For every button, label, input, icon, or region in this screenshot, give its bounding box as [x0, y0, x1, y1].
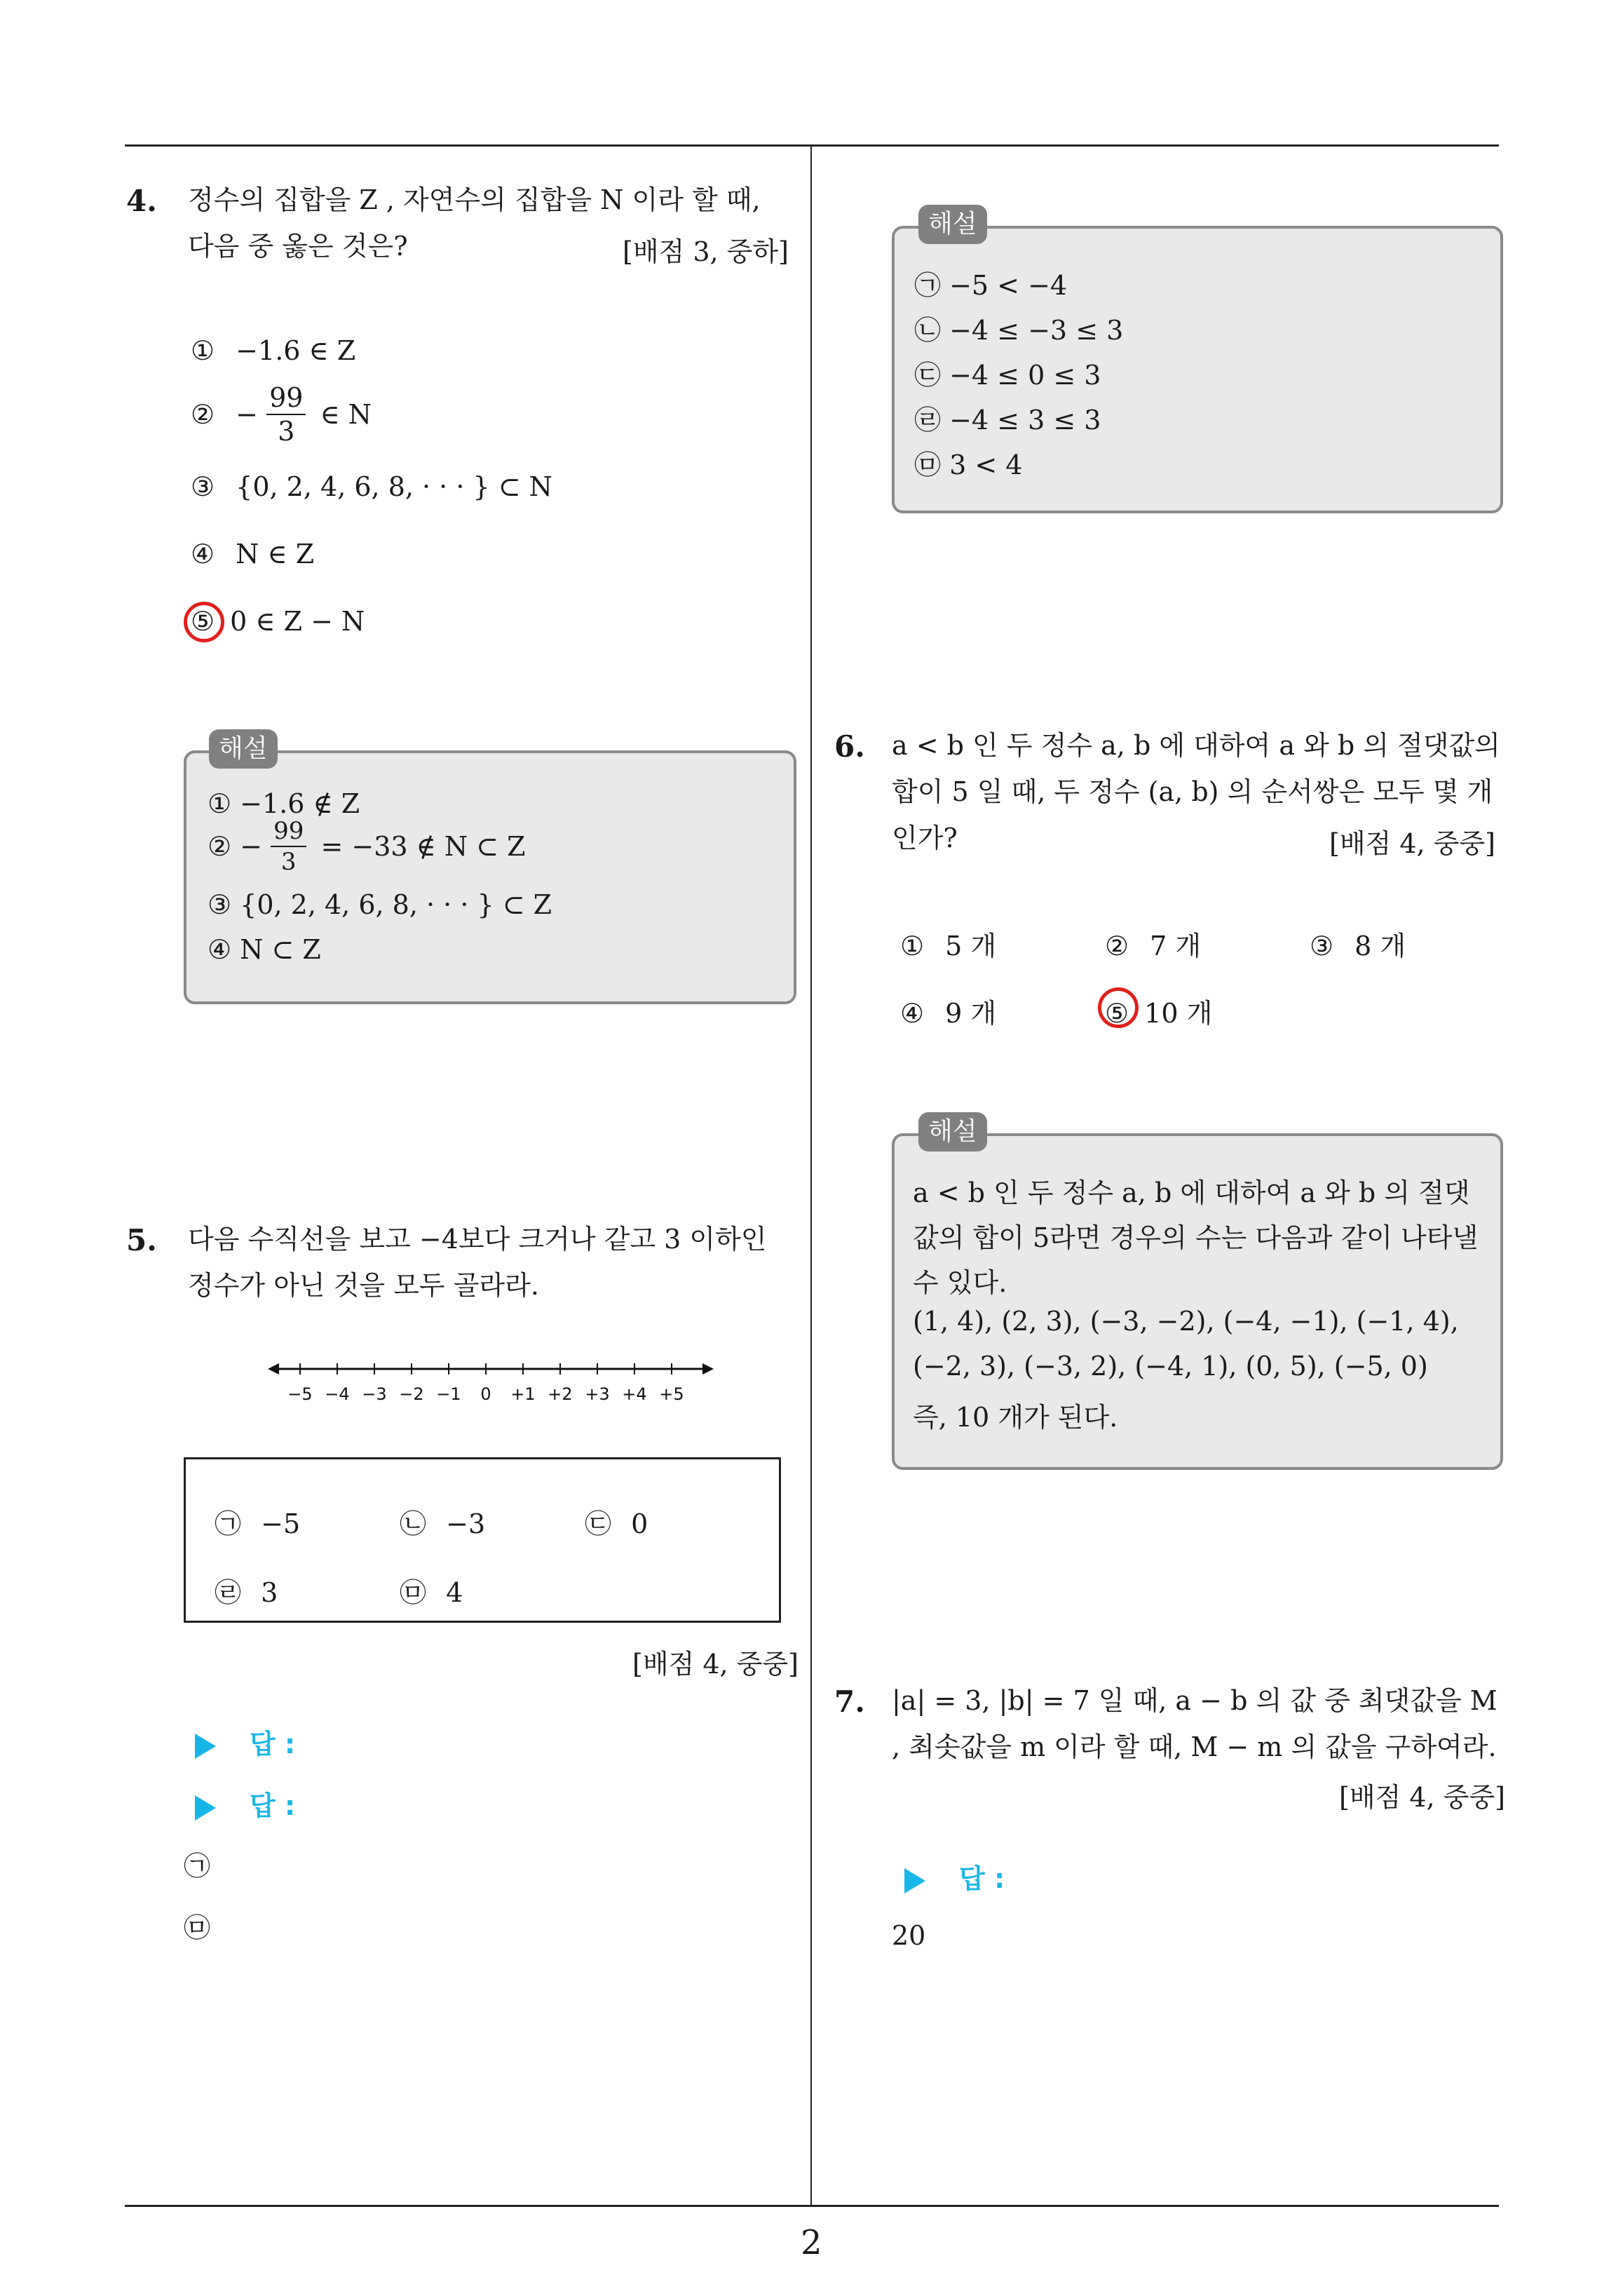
choice-text: −1.6 ∈ Z [236, 335, 356, 366]
column-divider [810, 144, 812, 2205]
q6-explain-line2: 값의 합이 5라면 경우의 수는 다음과 같이 나타낼 [913, 1222, 1479, 1253]
choice-text: 0 ∈ Z − N [230, 606, 365, 637]
choice-mark: ① [900, 931, 925, 961]
q6-choice-3[interactable] [1310, 924, 1406, 963]
answer-arrow-icon [195, 1734, 216, 1759]
question-4-number: 4. [126, 184, 157, 218]
item-text: −3 [446, 1508, 486, 1539]
question-4-score: [배점 3, 중하] [623, 236, 789, 267]
q4-choice-4[interactable] [191, 539, 314, 569]
q4-explain-line1: ① −1.6 ∉ Z [208, 788, 360, 819]
choice-sign: − [236, 399, 259, 430]
item-mark: ㉠ [215, 1508, 242, 1539]
item-text: 3 [261, 1577, 278, 1608]
q5-item-2[interactable] [400, 1502, 485, 1541]
number-line-tick-label: +4 [622, 1384, 647, 1404]
choice-text: 9 개 [945, 998, 997, 1029]
answer-label: 답 : [959, 1863, 1005, 1894]
question-5-score: [배점 4, 중중] [632, 1649, 799, 1680]
question-6-line1: a < b 인 두 정수 a, b 에 대하여 a 와 b 의 절댓값의 [892, 730, 1500, 761]
q5-item-5[interactable] [400, 1571, 463, 1609]
item-mark: ㉢ [585, 1508, 612, 1539]
explain-sign: ② − [208, 831, 262, 862]
item-text: 4 [446, 1577, 463, 1608]
number-line-tick-label: −5 [287, 1384, 313, 1404]
q5-explain-line2: ㉡ −4 ≤ −3 ≤ 3 [914, 315, 1124, 346]
number-line-tick-label: +5 [659, 1384, 684, 1404]
q4-explain-line2 [208, 819, 526, 874]
item-mark: ㉣ [215, 1577, 242, 1608]
number-line-tick-label: −3 [362, 1384, 387, 1404]
bottom-rule [125, 2205, 1499, 2207]
number-line-tick-label: +3 [585, 1384, 610, 1404]
choice-mark: ⑤ [1105, 998, 1129, 1029]
q7-answer-value: 20 [892, 1920, 926, 1951]
question-6-number: 6. [834, 729, 865, 764]
numerator: 99 [266, 384, 306, 415]
q5-answer-value-1: ㉠ [184, 1851, 211, 1882]
question-7-score: [배점 4, 중중] [1339, 1782, 1505, 1813]
explanation-tag: 해설 [918, 1112, 987, 1152]
q4-explain-line3: ③ {0, 2, 4, 6, 8, · · · } ⊂ Z [208, 889, 552, 920]
question-7-number: 7. [834, 1684, 865, 1719]
q4-explain-line4: ④ N ⊂ Z [208, 934, 321, 965]
fraction [266, 384, 306, 445]
question-5-line2: 정수가 아닌 것을 모두 골라라. [188, 1270, 539, 1301]
item-mark: ㉡ [400, 1508, 427, 1539]
question-5-number: 5. [126, 1223, 157, 1257]
denominator: 3 [278, 416, 295, 447]
item-text: 0 [631, 1508, 648, 1539]
top-rule [125, 144, 1499, 147]
q4-choice-2[interactable] [191, 384, 372, 445]
fraction [271, 819, 306, 874]
number-line-tick-label: −1 [436, 1384, 461, 1404]
choice-mark: ① [191, 335, 215, 366]
choice-text: 7 개 [1150, 931, 1202, 961]
q5-explain-line3: ㉢ −4 ≤ 0 ≤ 3 [914, 360, 1101, 391]
page-number: 2 [801, 2223, 822, 2262]
answer-arrow-icon [195, 1795, 216, 1821]
q6-choice-2[interactable] [1105, 924, 1201, 963]
number-line-tick-label: 0 [480, 1384, 491, 1404]
item-mark: ㉤ [400, 1577, 427, 1608]
choice-text: N ∈ Z [236, 539, 315, 569]
q5-item-4[interactable] [215, 1571, 278, 1609]
answer-label: 답 : [250, 1729, 296, 1760]
q4-choice-5[interactable] [191, 606, 365, 637]
denominator: 3 [280, 848, 297, 876]
number-line-tick-label: +2 [548, 1384, 573, 1404]
question-6-score: [배점 4, 중중] [1329, 828, 1495, 859]
q5-item-3[interactable] [585, 1502, 648, 1541]
choice-text: 5 개 [945, 931, 997, 961]
q6-choice-1[interactable] [900, 924, 996, 963]
choice-mark: ② [191, 399, 215, 430]
q4-choice-3[interactable] [191, 471, 552, 502]
choice-mark: ③ [191, 471, 215, 502]
q5-answer-value-2: ㉤ [184, 1912, 211, 1943]
q5-answer-2[interactable] [195, 1784, 295, 1823]
question-7-line1: |a| = 3, |b| = 7 일 때, a − b 의 값 중 최댓값을 M [892, 1685, 1498, 1716]
answer-label: 답 : [250, 1790, 296, 1821]
q4-choice-1[interactable] [191, 335, 355, 366]
choice-text: ∈ N [320, 399, 372, 430]
q5-item-1[interactable] [215, 1502, 300, 1541]
question-5-line1: 다음 수직선을 보고 −4보다 크거나 같고 3 이하인 [188, 1224, 767, 1255]
numerator: 99 [271, 819, 306, 847]
number-line [266, 1353, 715, 1410]
number-line-tick-label: −2 [399, 1384, 424, 1404]
q5-explain-line1: ㉠ −5 < −4 [914, 270, 1068, 301]
explanation-tag: 해설 [209, 729, 278, 769]
explanation-tag: 해설 [918, 205, 987, 244]
number-line-tick-label: +1 [510, 1384, 536, 1404]
answer-arrow-icon [904, 1868, 925, 1893]
q6-explain-line6: 즉, 10 개가 된다. [913, 1402, 1118, 1433]
choice-text: {0, 2, 4, 6, 8, · · · } ⊂ N [236, 471, 552, 502]
choice-mark: ⑤ [191, 606, 215, 637]
item-text: −5 [261, 1508, 301, 1539]
choice-mark: ② [1105, 931, 1129, 961]
question-4-line1: 정수의 집합을 Z , 자연수의 집합을 N 이라 할 때, [188, 184, 761, 215]
q5-answer-1[interactable] [195, 1722, 295, 1761]
q6-choice-5[interactable] [1105, 992, 1212, 1030]
explain-text: = −33 ∉ N ⊂ Z [320, 831, 526, 862]
choice-text: 10 개 [1144, 998, 1213, 1029]
q6-explain-line5: (−2, 3), (−3, 2), (−4, 1), (0, 5), (−5, 0) [913, 1351, 1428, 1382]
q5-explain-line4: ㉣ −4 ≤ 3 ≤ 3 [914, 405, 1101, 435]
q6-explain-line4: (1, 4), (2, 3), (−3, −2), (−4, −1), (−1, 4), [913, 1306, 1459, 1337]
choice-text: 8 개 [1354, 931, 1406, 961]
question-6-line3: 인가? [892, 823, 958, 853]
choice-mark: ④ [900, 998, 925, 1029]
q6-choice-4[interactable] [900, 992, 996, 1030]
q5-explain-line5: ㉤ 3 < 4 [914, 450, 1023, 480]
choice-mark: ④ [191, 539, 215, 569]
question-7-line2: , 최솟값을 m 이라 할 때, M − m 의 값을 구하여라. [892, 1731, 1497, 1762]
choice-mark: ③ [1310, 931, 1334, 961]
q7-answer[interactable] [904, 1857, 1005, 1896]
q6-explain-line3: 수 있다. [913, 1267, 1007, 1298]
question-6-line2: 합이 5 일 때, 두 정수 (a, b) 의 순서쌍은 모두 몇 개 [892, 776, 1493, 807]
q6-explain-line1: a < b 인 두 정수 a, b 에 대하여 a 와 b 의 절댓 [913, 1177, 1470, 1208]
question-4-line2: 다음 중 옳은 것은? [188, 231, 408, 262]
number-line-tick-label: −4 [325, 1384, 350, 1404]
